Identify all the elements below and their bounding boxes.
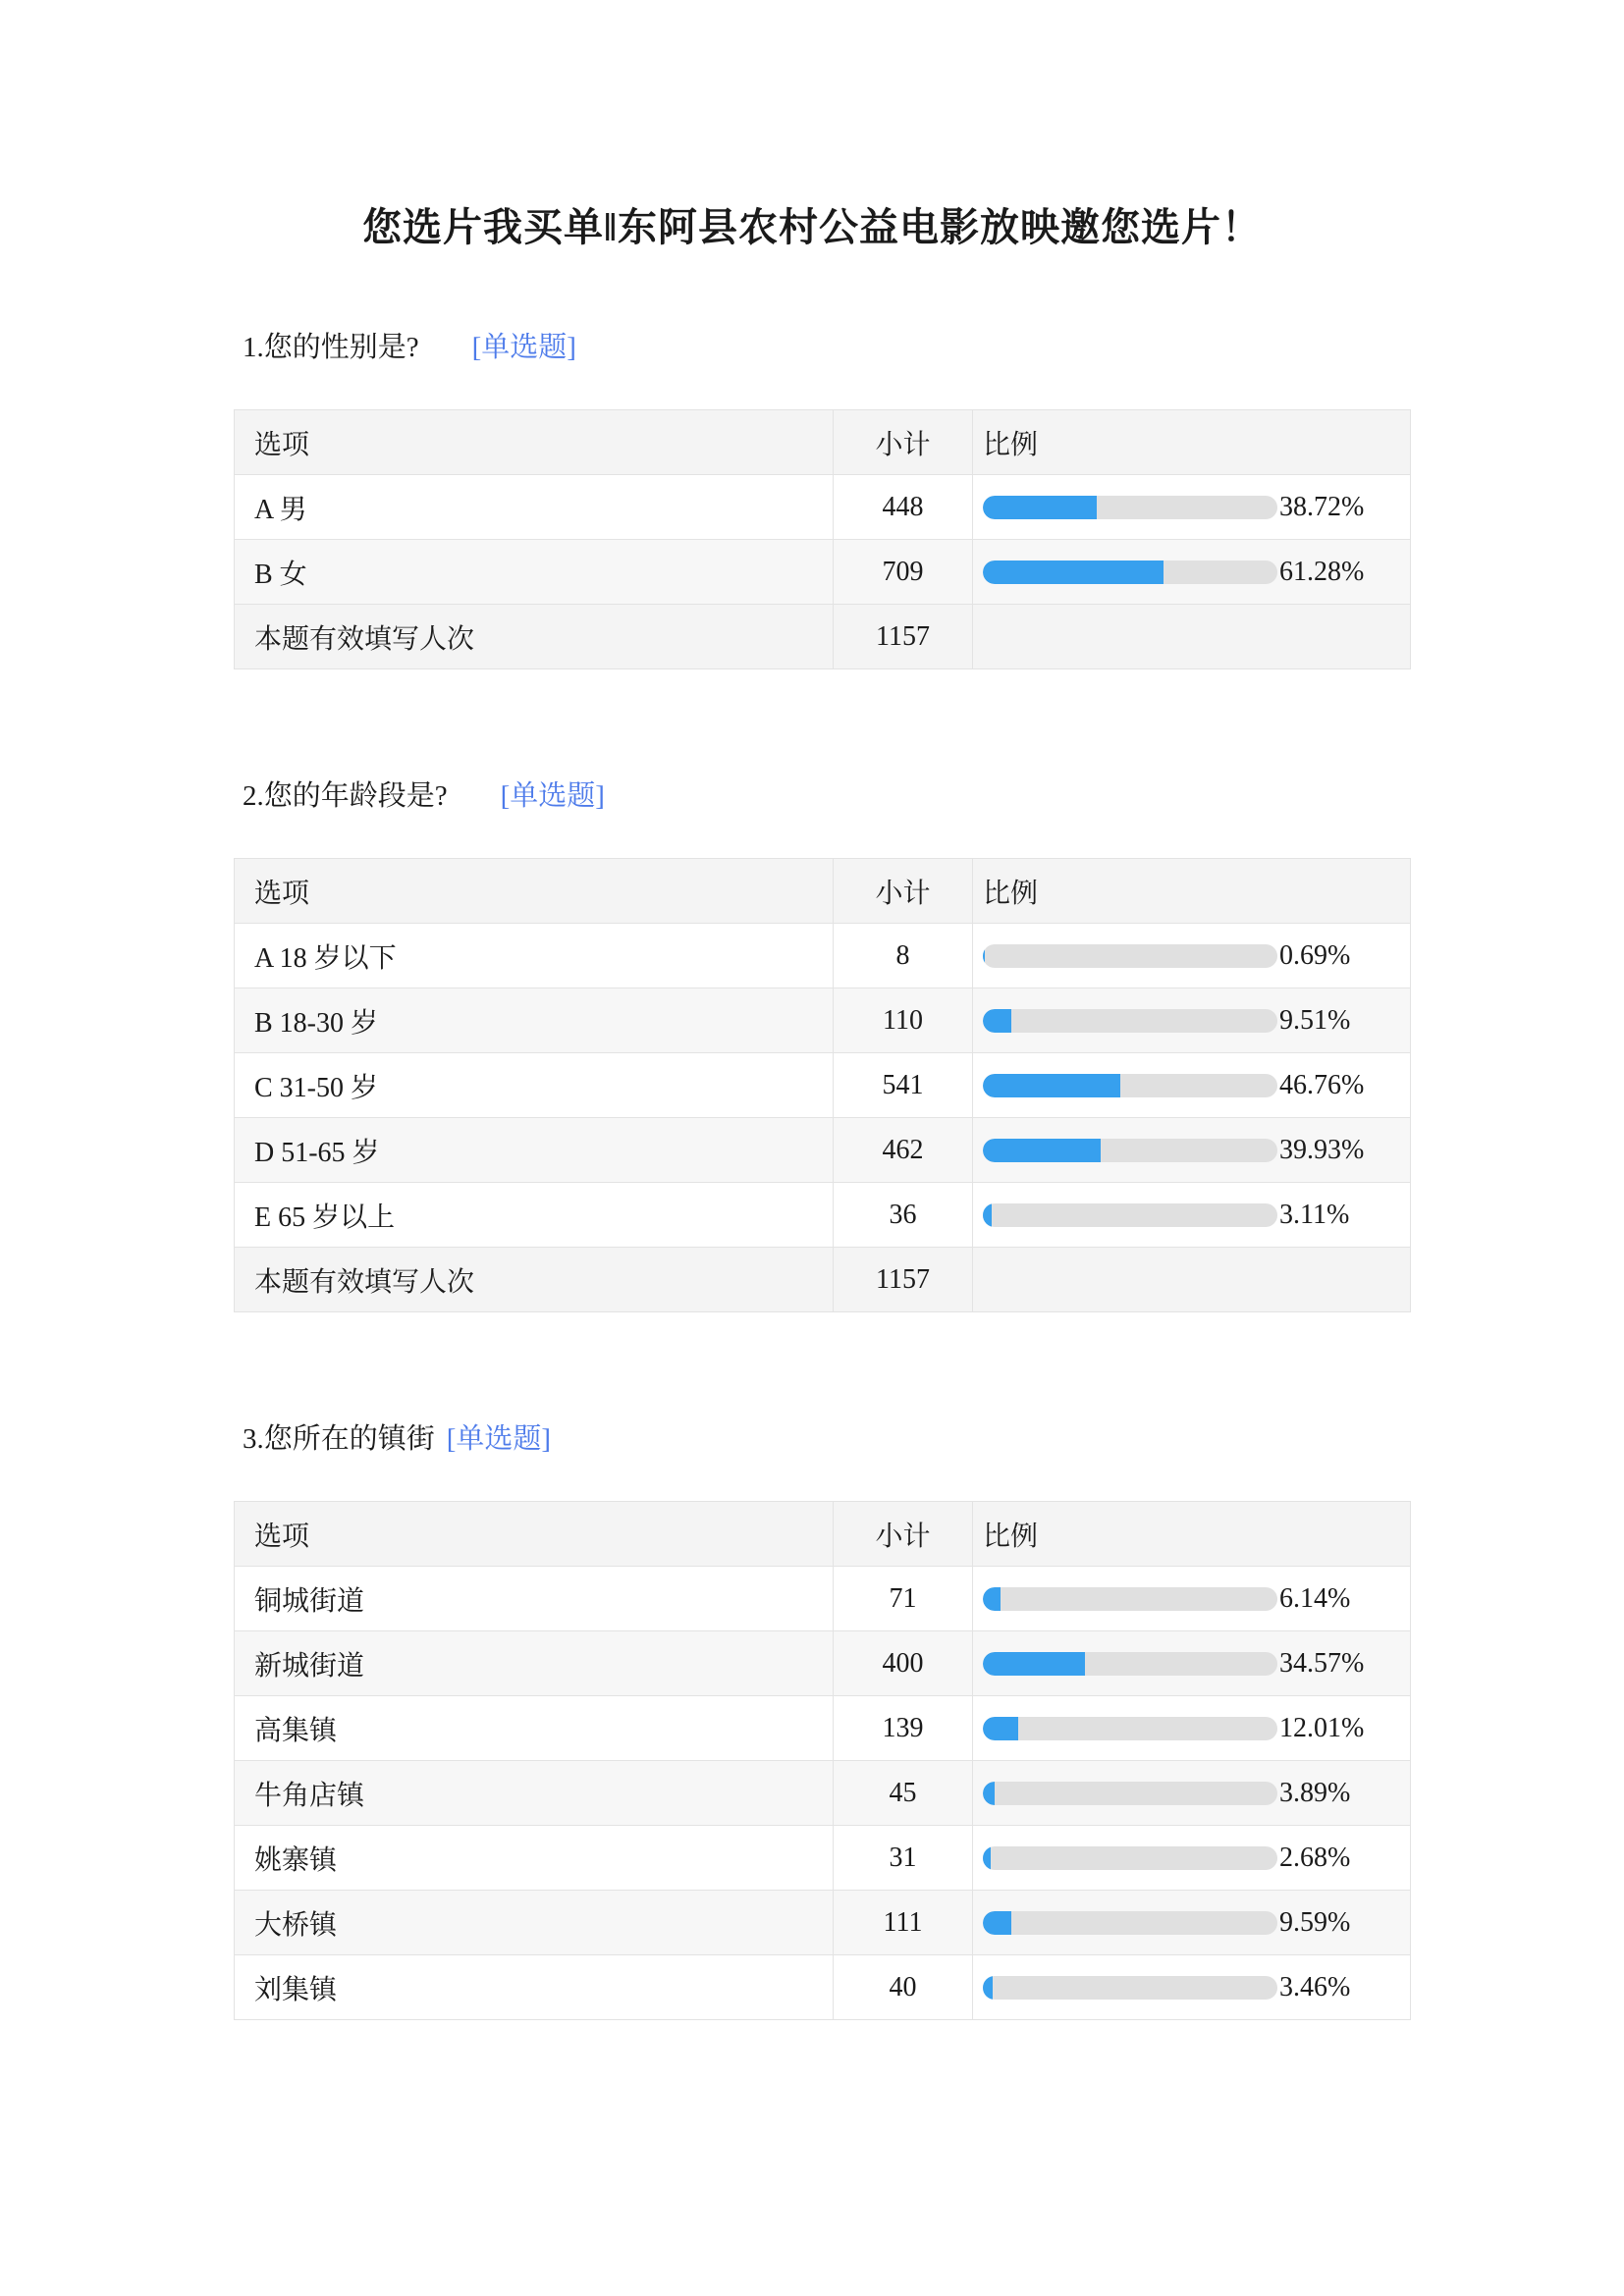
- option-cell: E 65 岁以上: [235, 1183, 834, 1248]
- results-table-1: [234, 409, 1411, 669]
- table-row: [235, 540, 1411, 605]
- col-header-count: 小计: [834, 410, 973, 475]
- percent-label: 6.14%: [1279, 1582, 1351, 1614]
- bar-fill: [983, 496, 1097, 519]
- bar-track: [983, 1976, 1277, 2000]
- option-cell: D 51-65 岁: [235, 1118, 834, 1183]
- bar-track: [983, 1587, 1277, 1611]
- count-cell: 31: [834, 1826, 973, 1891]
- summary-ratio-empty: [973, 605, 1411, 669]
- bar-track: [983, 1009, 1277, 1033]
- percent-label: 12.01%: [1279, 1712, 1365, 1743]
- percent-label: 9.51%: [1279, 1004, 1351, 1036]
- question-text: 1.您的性别是?: [243, 332, 419, 363]
- percent-label: 0.69%: [1279, 939, 1351, 971]
- col-header-option: 选项: [235, 859, 834, 924]
- table-row: [235, 1118, 1411, 1183]
- option-cell: C 31-50 岁: [235, 1053, 834, 1118]
- count-cell: 45: [834, 1761, 973, 1826]
- bar-fill: [983, 1587, 1001, 1611]
- table-row: [235, 1761, 1411, 1826]
- summary-ratio-empty: [973, 1248, 1411, 1312]
- ratio-cell: [973, 924, 1411, 988]
- count-cell: 462: [834, 1118, 973, 1183]
- col-header-ratio: 比例: [973, 859, 1411, 924]
- table-row: [235, 924, 1411, 988]
- question-type-tag: [单选题]: [446, 1423, 552, 1455]
- bar-track: [983, 496, 1277, 519]
- ratio-cell: [973, 1891, 1411, 1955]
- question-text: 2.您的年龄段是?: [243, 780, 448, 812]
- summary-count: 1157: [834, 605, 973, 669]
- ratio-cell: [973, 1053, 1411, 1118]
- ratio-cell: [973, 1761, 1411, 1826]
- bar-fill: [983, 944, 985, 968]
- summary-label: 本题有效填写人次: [235, 605, 834, 669]
- bar-fill: [983, 1203, 992, 1227]
- bar-fill: [983, 1846, 991, 1870]
- col-header-option: 选项: [235, 1502, 834, 1567]
- bar-fill: [983, 561, 1164, 584]
- question-block-1: [0, 329, 1624, 669]
- ratio-bar: [983, 1713, 1409, 1744]
- ratio-bar: [983, 1842, 1409, 1874]
- ratio-bar: [983, 1907, 1409, 1939]
- option-cell: 高集镇: [235, 1696, 834, 1761]
- bar-track: [983, 944, 1277, 968]
- count-cell: 541: [834, 1053, 973, 1118]
- bar-fill: [983, 1976, 993, 2000]
- count-cell: 139: [834, 1696, 973, 1761]
- percent-label: 2.68%: [1279, 1842, 1351, 1873]
- percent-label: 3.89%: [1279, 1777, 1351, 1808]
- col-header-option: 选项: [235, 410, 834, 475]
- percent-label: 38.72%: [1279, 491, 1365, 522]
- count-cell: 400: [834, 1631, 973, 1696]
- ratio-cell: [973, 1567, 1411, 1631]
- table-row: [235, 1826, 1411, 1891]
- table-row: [235, 1053, 1411, 1118]
- question-type-tag: [单选题]: [500, 780, 605, 812]
- bar-fill: [983, 1911, 1011, 1935]
- results-table-3: [234, 1501, 1411, 2020]
- col-header-ratio: 比例: [973, 410, 1411, 475]
- bar-fill: [983, 1009, 1011, 1033]
- count-cell: 111: [834, 1891, 973, 1955]
- ratio-bar: [983, 940, 1409, 972]
- ratio-cell: [973, 1118, 1411, 1183]
- percent-label: 46.76%: [1279, 1069, 1365, 1100]
- bar-track: [983, 561, 1277, 584]
- count-cell: 448: [834, 475, 973, 540]
- bar-fill: [983, 1652, 1085, 1676]
- count-cell: 709: [834, 540, 973, 605]
- question-type-tag: [单选题]: [471, 332, 576, 363]
- col-header-ratio: 比例: [973, 1502, 1411, 1567]
- ratio-bar: [983, 557, 1409, 588]
- option-cell: B 18-30 岁: [235, 988, 834, 1053]
- results-table-2: [234, 858, 1411, 1312]
- percent-label: 9.59%: [1279, 1906, 1351, 1938]
- summary-row: [235, 605, 1411, 669]
- count-cell: 40: [834, 1955, 973, 2020]
- summary-count: 1157: [834, 1248, 973, 1312]
- bar-track: [983, 1203, 1277, 1227]
- percent-label: 3.11%: [1279, 1199, 1350, 1230]
- ratio-bar: [983, 1648, 1409, 1680]
- question-title-3: [243, 1420, 1624, 1458]
- option-cell: 大桥镇: [235, 1891, 834, 1955]
- summary-label: 本题有效填写人次: [235, 1248, 834, 1312]
- table-row: [235, 1696, 1411, 1761]
- table-header-row: [235, 1502, 1411, 1567]
- ratio-bar: [983, 1778, 1409, 1809]
- bar-fill: [983, 1074, 1120, 1097]
- ratio-bar: [983, 1200, 1409, 1231]
- option-cell: B 女: [235, 540, 834, 605]
- percent-label: 39.93%: [1279, 1134, 1365, 1165]
- ratio-bar: [983, 1005, 1409, 1037]
- ratio-cell: [973, 1183, 1411, 1248]
- ratio-bar: [983, 1583, 1409, 1615]
- table-row: [235, 1891, 1411, 1955]
- count-cell: 36: [834, 1183, 973, 1248]
- bar-track: [983, 1846, 1277, 1870]
- bar-track: [983, 1652, 1277, 1676]
- table-row: [235, 475, 1411, 540]
- table-row: [235, 988, 1411, 1053]
- question-title-2: [243, 777, 1624, 815]
- bar-fill: [983, 1782, 995, 1805]
- option-cell: A 男: [235, 475, 834, 540]
- summary-row: [235, 1248, 1411, 1312]
- table-row: [235, 1631, 1411, 1696]
- option-cell: 新城街道: [235, 1631, 834, 1696]
- col-header-count: 小计: [834, 1502, 973, 1567]
- table-row: [235, 1567, 1411, 1631]
- table-row: [235, 1955, 1411, 2020]
- count-cell: 8: [834, 924, 973, 988]
- bar-track: [983, 1717, 1277, 1740]
- ratio-cell: [973, 1826, 1411, 1891]
- table-header-row: [235, 859, 1411, 924]
- ratio-cell: [973, 988, 1411, 1053]
- bar-fill: [983, 1717, 1018, 1740]
- bar-fill: [983, 1139, 1101, 1162]
- ratio-cell: [973, 1955, 1411, 2020]
- count-cell: 71: [834, 1567, 973, 1631]
- page-title: 您选片我买单‖东阿县农村公益电影放映邀您选片！: [362, 205, 1262, 249]
- question-block-3: [0, 1420, 1624, 2020]
- question-text: 3.您所在的镇街: [243, 1423, 435, 1455]
- bar-track: [983, 1139, 1277, 1162]
- percent-label: 61.28%: [1279, 556, 1365, 587]
- ratio-bar: [983, 1070, 1409, 1101]
- option-cell: 刘集镇: [235, 1955, 834, 2020]
- ratio-cell: [973, 1696, 1411, 1761]
- option-cell: 姚寨镇: [235, 1826, 834, 1891]
- count-cell: 110: [834, 988, 973, 1053]
- percent-label: 3.46%: [1279, 1971, 1351, 2002]
- question-block-2: [0, 777, 1624, 1312]
- option-cell: A 18 岁以下: [235, 924, 834, 988]
- question-title-1: [243, 329, 1624, 366]
- ratio-cell: [973, 475, 1411, 540]
- option-cell: 铜城街道: [235, 1567, 834, 1631]
- col-header-count: 小计: [834, 859, 973, 924]
- bar-track: [983, 1911, 1277, 1935]
- ratio-cell: [973, 540, 1411, 605]
- percent-label: 34.57%: [1279, 1647, 1365, 1679]
- ratio-bar: [983, 1135, 1409, 1166]
- bar-track: [983, 1782, 1277, 1805]
- bar-track: [983, 1074, 1277, 1097]
- ratio-cell: [973, 1631, 1411, 1696]
- table-header-row: [235, 410, 1411, 475]
- ratio-bar: [983, 492, 1409, 523]
- option-cell: 牛角店镇: [235, 1761, 834, 1826]
- table-row: [235, 1183, 1411, 1248]
- ratio-bar: [983, 1972, 1409, 2003]
